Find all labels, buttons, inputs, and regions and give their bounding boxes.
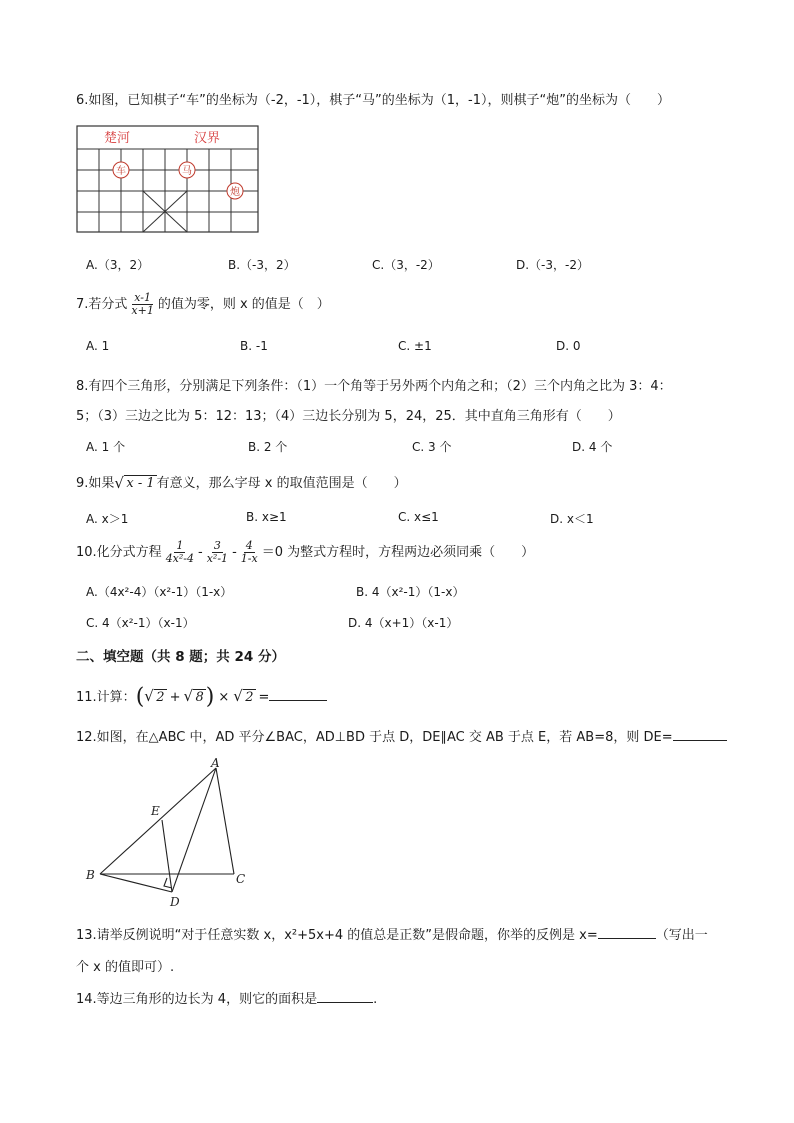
q8-option-c: C. 3 个: [412, 440, 452, 454]
q11-sqrt-3: √ 2: [233, 687, 254, 705]
q8-option-a: A. 1 个: [86, 440, 126, 454]
q12-stem-text: 12.如图，在△ABC 中，AD 平分∠BAC，AD⊥BD 于点 D，DE∥AC 交 AB 于点 E，若 AB=8，则 DE=: [76, 730, 673, 745]
q9-stem-after: 有意义，那么字母 x 的取值范围是（ ）: [156, 476, 407, 491]
q11-answer-blank[interactable]: [269, 688, 327, 701]
q11-equals: =: [258, 690, 270, 705]
q14-stem-text: 14.等边三角形的边长为 4，则它的面积是: [76, 992, 318, 1007]
q11-radicand-1: 2: [156, 690, 165, 705]
q7-stem-before: 7.若分式: [76, 297, 128, 312]
point-d-label: D: [170, 895, 180, 908]
q7-fraction: [129, 292, 155, 317]
q11-plus: +: [169, 690, 181, 705]
q10-stem-after: ＝0 为整式方程时，方程两边必须同乘（ ）: [261, 545, 535, 560]
q10-f1-num: 1: [176, 539, 184, 552]
q11-stem-before: 11.计算：: [76, 690, 136, 705]
q10-option-d: D. 4（x+1）（x-1）: [348, 616, 459, 630]
q14-tail: .: [373, 992, 378, 1007]
q8-line2: 5；（3）三边之比为 5：12：13；（4）三边长分别为 5，24，25．其中直角三角形有（ ）: [76, 409, 621, 424]
point-b-label: B: [86, 868, 95, 882]
q11-radicand-2: 8: [195, 690, 204, 705]
piece-che: 车: [116, 166, 126, 177]
q9-stem-before: 9.如果: [76, 476, 115, 491]
q9-radicand: x - 1: [126, 476, 155, 491]
q6-option-c: C.（3，-2）: [372, 258, 440, 272]
triangle-figure: [84, 756, 264, 908]
q13-line1-tail: （写出一: [655, 928, 708, 943]
piece-pao: 炮: [230, 187, 240, 198]
q6-option-d: D.（-3，-2）: [516, 258, 589, 272]
q10-op2: -: [232, 545, 237, 560]
q10-fraction-1: [164, 540, 196, 565]
q8-line1: 8.有四个三角形，分别满足下列条件：（1）一个角等于另外两个内角之和；（2）三个内角之比为 3：4：: [76, 379, 672, 394]
q10-fraction-3: [239, 540, 260, 565]
q12-answer-blank[interactable]: [673, 728, 727, 741]
q7-frac-den: x+1: [131, 304, 154, 317]
q11-sqrt-2: √ 8: [183, 687, 204, 705]
q7-stem: [76, 290, 330, 320]
q13-line1: [76, 924, 708, 943]
piece-ma: 马: [182, 166, 192, 177]
q14-answer-blank[interactable]: [317, 990, 373, 1003]
q10-f1-den: 4x²-4: [165, 552, 195, 565]
q7-option-c: C. ±1: [398, 339, 432, 353]
q11-radicand-3: 2: [245, 690, 254, 705]
q10-stem-before: 10.化分式方程: [76, 545, 162, 560]
q7-frac-num: x-1: [134, 291, 151, 304]
point-a-label: A: [211, 756, 220, 770]
point-e-label: E: [151, 804, 160, 818]
q14-stem: [76, 988, 377, 1007]
q10-stem: [76, 538, 534, 568]
q6-option-b: B.（-3，2）: [228, 258, 296, 272]
q9-option-a: A. x＞1: [86, 512, 129, 526]
q10-f2-num: 3: [213, 539, 221, 552]
board-label-left: 楚河: [104, 131, 131, 146]
q10-f3-den: 1-x: [240, 552, 258, 565]
q6-stem: 6.如图，已知棋子“车”的坐标为（-2，-1），棋子“马”的坐标为（1，-1），则棋子“炮”的坐标为（ ）: [76, 93, 670, 108]
section-2-title: 二、填空题（共 8 题；共 24 分）: [76, 649, 285, 665]
q10-f2-den: x²-1: [206, 552, 229, 565]
q7-option-b: B. -1: [240, 339, 268, 353]
q11-sqrt-1: √ 2: [144, 687, 165, 705]
q11-stem: 11.计算：( √ 2 + √ 8) × √ 2 =: [76, 685, 327, 711]
chess-board-figure: [76, 125, 260, 235]
q8-option-d: D. 4 个: [572, 440, 613, 454]
q10-option-b: B. 4（x²-1）（1-x）: [356, 585, 465, 599]
q13-answer-blank[interactable]: [598, 926, 656, 939]
q9-option-c: C. x≤1: [398, 510, 439, 524]
q10-option-c: C. 4（x²-1）（x-1）: [86, 616, 195, 630]
q10-option-a: A.（4x²-4）（x²-1）（1-x）: [86, 585, 233, 599]
q8-option-b: B. 2 个: [248, 440, 288, 454]
q7-option-a: A. 1: [86, 339, 110, 353]
q9-option-b: B. x≥1: [246, 510, 287, 524]
q9-stem: [76, 472, 407, 491]
q9-sqrt: √ x - 1: [114, 474, 155, 492]
board-label-right: 汉界: [194, 131, 221, 146]
q10-fraction-2: [205, 540, 230, 565]
q13-line1-text: 13.请举反例说明“对于任意实数 x，x²+5x+4 的值总是正数”是假命题，你举的反例是 x=: [76, 928, 598, 943]
q7-option-d: D. 0: [556, 339, 581, 353]
q10-op1: -: [198, 545, 203, 560]
q7-stem-after: 的值为零，则 x 的值是（ ）: [157, 297, 330, 312]
q10-f3-num: 4: [245, 539, 253, 552]
q12-stem: [76, 726, 727, 745]
q11-times: ×: [218, 690, 230, 705]
point-c-label: C: [236, 872, 246, 886]
q9-option-d: D. x＜1: [550, 512, 594, 526]
q6-option-a: A.（3，2）: [86, 258, 150, 272]
q13-line2: 个 x 的值即可）.: [76, 960, 175, 975]
